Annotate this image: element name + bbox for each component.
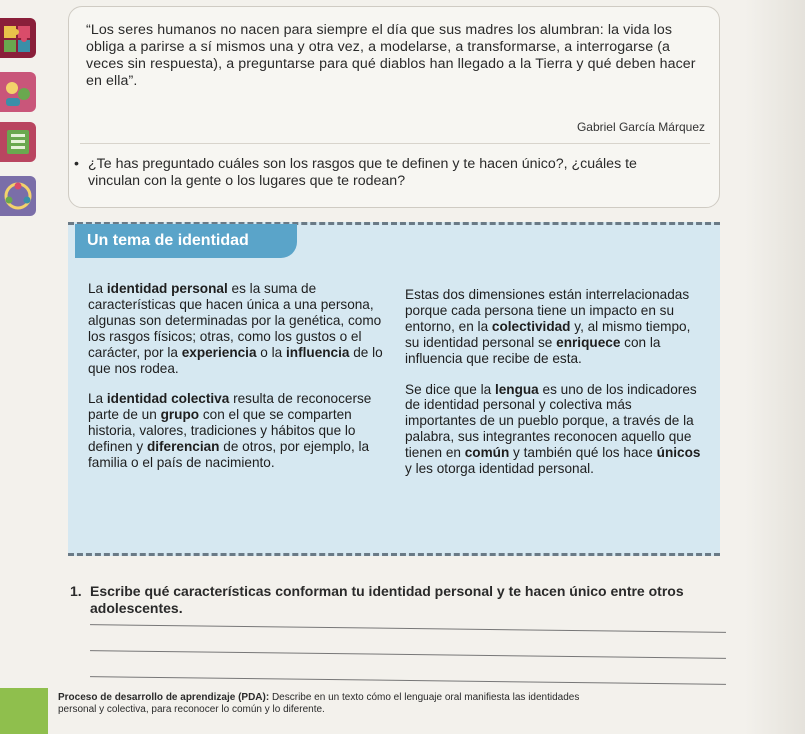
text-run: La — [88, 391, 107, 407]
keyword: enriquece — [556, 334, 621, 350]
activity-number: 1. — [70, 583, 82, 599]
text-run: con el que se comparten historia, valores, tradiciones y hábitos que lo definen y — [88, 407, 356, 455]
keyword: experiencia — [181, 344, 257, 360]
quote-author: Gabriel García Márquez — [576, 120, 705, 134]
sidebar — [0, 0, 42, 734]
divider — [80, 143, 710, 144]
paragraph-dimensiones — [405, 287, 705, 367]
text-run: resulta de reconocerse parte de un — [88, 391, 372, 423]
book-icon — [0, 122, 36, 162]
bullet: • — [74, 156, 79, 172]
text-run: de otros, por ejemplo, la familia o el país de nacimiento. — [88, 439, 370, 471]
text-run: La — [88, 281, 107, 296]
puzzle-icon — [0, 18, 36, 58]
pda-text: Describe en un texto cómo el lenguaje oral manifiesta las identidades personal y colectiva, para reconocer lo común y lo diferente. — [58, 692, 580, 715]
left-column — [88, 281, 388, 471]
answer-line[interactable] — [90, 650, 726, 659]
keyword: común — [464, 445, 510, 461]
keyword: únicos — [656, 445, 701, 461]
keyword: influencia — [286, 344, 350, 360]
text-run: es uno de los indicadores de identidad personal y colectiva más importantes de un pueblo porque, a través de la palabra, sus integrantes reconocen aquello que tienen en — [405, 381, 697, 461]
panel-title: Un tema de identidad — [75, 224, 297, 258]
keyword: identidad colectiva — [106, 391, 230, 407]
text-run: con la influencia que recibe de esta. — [405, 334, 661, 366]
text-run: y les otorga identidad personal. — [405, 461, 594, 477]
activity-text: Escribe qué características conforman tu identidad personal y te hacen único entre otros adolescentes. — [90, 583, 684, 616]
text-run: y, al mismo tiempo, su identidad personal se — [405, 318, 691, 350]
pda-label: Proceso de desarrollo de aprendizaje (PDA): — [58, 692, 270, 703]
answer-line[interactable] — [90, 624, 726, 633]
right-column — [405, 287, 705, 477]
text-run: o la — [256, 344, 286, 360]
question-text: ¿Te has preguntado cuáles son los rasgos que te definen y te hacen único?, ¿cuáles te vinculan con la gente o los lugares que te rodean? — [88, 156, 637, 189]
quote-text: “Los seres humanos no nacen para siempre el día que sus madres los alumbran: la vida los obliga a parirse a sí mismos una y otra vez, a modelarse, a transformarse, a interrogarse (a veces sin respuesta), a preguntarse para qué diablos han llegado a la Tierra y qué deben hacer en ella”. — [86, 22, 696, 89]
reflection-question — [74, 156, 688, 190]
text-run: de lo que nos rodea. — [88, 344, 383, 376]
keyword: identidad personal — [106, 281, 228, 296]
text-run: Se dice que la — [405, 381, 495, 397]
keyword: lengua — [494, 381, 539, 397]
paragraph-identidad-colectiva — [88, 391, 388, 471]
pda-footer — [58, 692, 618, 716]
text-run: Estas dos dimensiones están interrelacionadas porque cada persona tiene un impacto en su entorno, en la — [405, 287, 690, 334]
answer-line[interactable] — [90, 676, 726, 685]
footer-color-block — [0, 688, 48, 734]
keyword: diferencian — [146, 439, 220, 455]
paragraph-lengua — [405, 382, 705, 477]
people-icon — [0, 72, 36, 112]
keyword: colectividad — [491, 318, 571, 334]
page-edge-shadow — [745, 0, 805, 734]
text-run: es la suma de características que hacen única a una persona, algunas son determinadas por la genética, como los rasgos físicos; otras, como los gustos o el carácter, por la — [88, 281, 382, 360]
group-circle-icon — [0, 176, 36, 216]
text-run: y también qué los hace — [509, 445, 657, 461]
paragraph-identidad-personal — [88, 281, 388, 376]
keyword: grupo — [160, 407, 200, 423]
